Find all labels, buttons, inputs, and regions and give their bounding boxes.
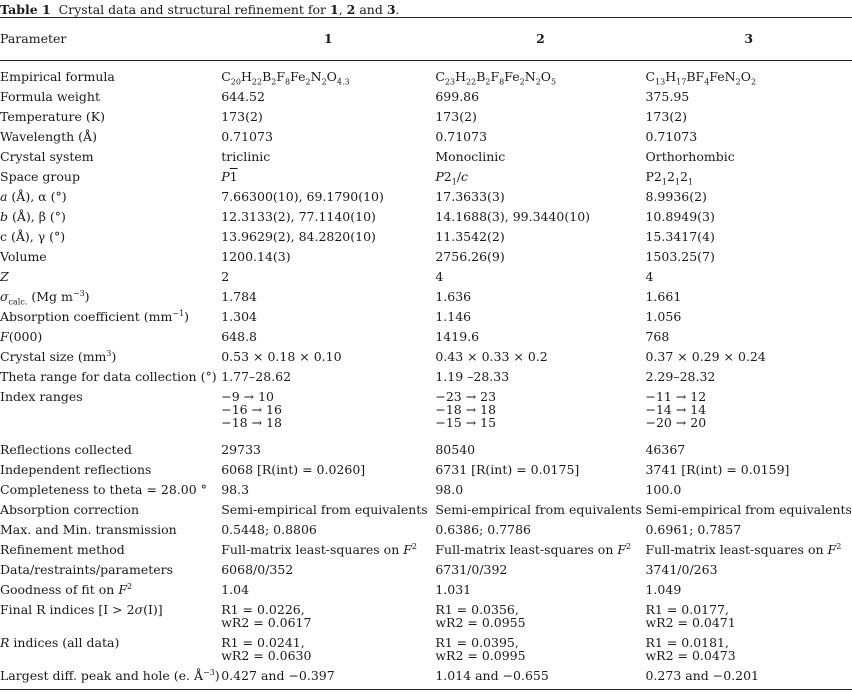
cell-1: 7.66300(10), 69.1790(10) [221,189,384,204]
cell-1: 6068 [R(int) = 0.0260] [221,462,366,477]
table-header-row [0,18,852,61]
cell-3: 1.049 [645,582,682,597]
r1: R1 = 0.0356, [435,602,519,617]
cell-1: Full-matrix least-squares on $F^2$ [221,541,418,557]
cell-1: 173(2) [221,109,263,124]
cell-2: 1.014 and −0.655 [435,666,645,690]
label-end: ) [214,668,220,683]
caption-sep: . [395,2,400,17]
label-rest: (Å), α (°) [7,189,67,204]
range-l: −15 → 15 [435,415,497,430]
label-end: ) [111,349,117,364]
caption-text: Crystal data and structural refinement for [58,2,330,17]
label-rest: indices (all data) [9,635,120,650]
cell-1: 1.77–28.62 [221,369,292,384]
cell-1: 1.04 [221,582,250,597]
range-k: −18 → 18 [435,402,497,417]
wr2: wR2 = 0.0955 [435,615,526,630]
cell-1: 648.8 [221,329,258,344]
wr2: wR2 = 0.0630 [221,648,312,663]
cell-3: 0.37 × 0.29 × 0.24 [645,349,766,364]
label-text: Goodness of fit on [0,582,119,597]
table-row [0,633,852,666]
cell-2: 0.43 × 0.33 × 0.2 [435,349,548,364]
label-sup: −3 [72,288,85,298]
table-row [0,147,852,167]
cell-3: 10.8949(3) [645,209,715,224]
cell-3: 0.71073 [645,129,698,144]
header-parameter: Parameter [0,18,221,61]
space-group-1: P1 [221,169,238,184]
r1: R1 = 0.0177, [645,602,729,617]
cell-2: Semi-empirical from equivalents [435,502,642,517]
label-italic: b [0,209,9,224]
cell-3 [645,387,852,440]
table-row [0,520,852,540]
r1: R1 = 0.0241, [221,635,305,650]
range-h: −11 → 12 [645,389,707,404]
range-l: −18 → 18 [221,415,282,430]
cell-2: 4 [435,269,444,284]
caption-sep: , [338,2,347,17]
table-row [0,307,852,327]
label-text: Largest diff. peak and hole (e. Å [0,668,203,683]
cell-2: 17.3633(3) [435,189,505,204]
row-label [0,207,221,227]
cell-3: 4 [645,269,654,284]
r1: R1 = 0.0226, [221,602,305,617]
table-row [0,347,852,367]
label-text: Crystal size (mm [0,349,107,364]
label-italic: a [0,189,8,204]
formula-2: $C_{23}H_{22}B_2F_8Fe_2N_2O_5$ [435,69,557,87]
cell-2: 699.86 [435,89,480,104]
row-label: Data/restraints/parameters [0,562,174,577]
cell-1: triclinic [221,149,271,164]
header-compound-3: 3 [645,18,852,61]
table-row [0,460,852,480]
table-row [0,440,852,460]
range-k: −14 → 14 [645,402,707,417]
row-label [0,666,221,690]
cell-1: 1200.14(3) [221,249,291,264]
row-label: Empirical formula [0,69,115,84]
cell-text: Full-matrix least-squares on [645,542,828,557]
row-label: Formula weight [0,89,100,104]
cell-3: 0.6961; 0.7857 [645,522,742,537]
table-row [0,580,852,600]
cell-3: 3741 [R(int) = 0.0159] [645,462,790,477]
formula-3: $C_{13}H_{17}BF_4FeN_2O_2$ [645,69,757,87]
row-label: Wavelength (Å) [0,129,97,144]
cell-2: 2756.26(9) [435,249,505,264]
cell-2: 1.19 –28.33 [435,369,510,384]
table-row [0,127,852,147]
cell-1: 644.52 [221,89,265,104]
caption-sep: and [355,2,387,17]
cell-3: 768 [645,329,670,344]
cell-2: 11.3542(2) [435,229,505,244]
cell-1 [221,633,435,666]
table-row [0,227,852,247]
space-group-2: $P2_1/c$ [435,169,469,187]
formula-1: $C_{20}H_{22}B_2F_8Fe_2N_2O_{4.3}$ [221,69,350,87]
crystal-data-table [0,17,852,690]
label-end: ) [184,309,190,324]
cell-3 [645,600,852,633]
cell-3: 15.3417(4) [645,229,715,244]
table-row [0,207,852,227]
cell-3: Semi-empirical from equivalents [645,502,852,517]
row-label: Goodness of fit on $F^2$ [0,581,133,597]
table-row [0,167,852,187]
label-rest: (Å), β (°) [8,209,66,224]
cell-3: 173(2) [645,109,688,124]
cell-2: Full-matrix least-squares on $F^2$ [435,541,632,557]
label-italic: R [0,635,10,650]
caption-label: Table 1 [0,2,51,17]
table-row [0,600,852,633]
label-end: ) [84,289,90,304]
range-k: −16 → 16 [221,402,282,417]
cell-2: 1419.6 [435,329,480,344]
cell-2: 0.71073 [435,129,488,144]
cell-3 [645,633,852,666]
cell-3: 0.273 and −0.201 [645,666,852,690]
cell-2: Monoclinic [435,149,506,164]
table-row [0,87,852,107]
table-row [0,367,852,387]
label-text: Final R indices [I > 2 [0,602,135,617]
table-row [0,500,852,520]
cell-3: Full-matrix least-squares on $F^2$ [645,541,842,557]
label-sub: calc. [8,297,28,307]
label-sup: −1 [172,308,185,318]
cell-text: Full-matrix least-squares on [221,542,404,557]
row-label [0,327,221,347]
table-row [0,187,852,207]
wr2: wR2 = 0.0995 [435,648,526,663]
table-caption [0,2,400,17]
cell-1: 0.53 × 0.18 × 0.10 [221,349,342,364]
label-sup: −3 [203,667,215,677]
cell-2 [435,633,645,666]
caption-compound-2: 2 [346,2,356,17]
row-label [0,187,221,207]
row-label: Refinement method [0,542,125,557]
row-label: Crystal system [0,149,94,164]
label-italic: F [0,329,9,344]
row-label: Reflections collected [0,442,132,457]
label-italic: σ [0,289,9,304]
cell-1: 0.71073 [221,129,273,144]
r1: R1 = 0.0181, [645,635,729,650]
cell-3: 1.661 [645,289,682,304]
cell-2: 98.0 [435,482,464,497]
cell-1: 2 [221,269,230,284]
row-label [0,267,221,287]
table-row [0,480,852,500]
range-h: −23 → 23 [435,389,497,404]
label-rest: (Mg m [27,289,73,304]
cell-3: 1.056 [645,309,682,324]
cell-2: 6731 [R(int) = 0.0175] [435,462,580,477]
row-label [0,287,221,307]
cell-3: Orthorhombic [645,149,735,164]
row-label [0,347,221,367]
cell-2: 0.6386; 0.7786 [435,522,532,537]
row-label: Theta range for data collection (°) [0,369,217,384]
caption-compound-1: 1 [330,2,339,17]
row-label [0,633,221,666]
space-group-3: $P2_12_12_1$ [645,169,694,187]
table-row [0,666,852,690]
cell-1: 12.3133(2), 77.1140(10) [221,209,376,224]
cell-1: 1.304 [221,309,258,324]
row-label: c (Å), γ (°) [0,229,66,244]
row-label [0,600,221,633]
cell-1: 1.784 [221,289,258,304]
table-row [0,267,852,287]
table-row [0,540,852,560]
table-row [0,287,852,307]
cell-1: 0.5448; 0.8806 [221,522,317,537]
cell-3: 3741/0/263 [645,562,718,577]
range-h: −9 → 10 [221,389,274,404]
cell-1: 6068/0/352 [221,562,294,577]
cell-2: 1.636 [435,289,472,304]
cell-3: 46367 [645,442,686,457]
wr2: wR2 = 0.0473 [645,648,736,663]
range-l: −20 → 20 [645,415,707,430]
wr2: wR2 = 0.0617 [221,615,312,630]
cell-1: 98.3 [221,482,250,497]
cell-3: 1503.25(7) [645,249,715,264]
label-sup: 3 [106,348,112,358]
row-label: Space group [0,169,80,184]
cell-1: 29733 [221,442,261,457]
header-compound-1: 1 [221,18,435,61]
cell-1 [221,600,435,633]
cell-2: 1.146 [435,309,472,324]
row-label: Temperature (K) [0,109,105,124]
cell-3: 100.0 [645,482,682,497]
cell-1: Semi-empirical from equivalents [221,502,428,517]
row-label: Absorption correction [0,502,139,517]
caption-compound-3: 3 [386,2,396,17]
wr2: wR2 = 0.0471 [645,615,736,630]
cell-1: 13.9629(2), 84.2820(10) [221,229,376,244]
label-italic: Z [0,269,9,284]
cell-2: 1.031 [435,582,472,597]
cell-2 [435,600,645,633]
row-label: Max. and Min. transmission [0,522,177,537]
label-end: (I)] [143,602,163,617]
row-label: Volume [0,249,47,264]
cell-2: 173(2) [435,109,477,124]
row-label [0,307,221,327]
cell-3: 2.29–28.32 [645,369,716,384]
header-compound-2: 2 [435,18,645,61]
table-row [0,387,852,440]
label-text: Absorption coefficient (mm [0,309,173,324]
table-row [0,247,852,267]
cell-1: 0.427 and −0.397 [221,666,435,690]
table-row [0,560,852,580]
row-label: Completeness to theta = 28.00 ° [0,482,207,497]
row-label: Independent reflections [0,462,152,477]
cell-3: 8.9936(2) [645,189,707,204]
r1: R1 = 0.0395, [435,635,519,650]
cell-2 [435,387,645,440]
cell-text: Full-matrix least-squares on [435,542,618,557]
cell-2: 80540 [435,442,476,457]
cell-2: 6731/0/392 [435,562,508,577]
label-italic: σ [134,602,144,617]
cell-1 [221,387,435,440]
row-label: Index ranges [0,389,83,404]
table-row [0,327,852,347]
table-row [0,107,852,127]
label-rest: (000) [8,329,43,344]
cell-3: 375.95 [645,89,690,104]
cell-2: 14.1688(3), 99.3440(10) [435,209,591,224]
table-row [0,61,852,88]
